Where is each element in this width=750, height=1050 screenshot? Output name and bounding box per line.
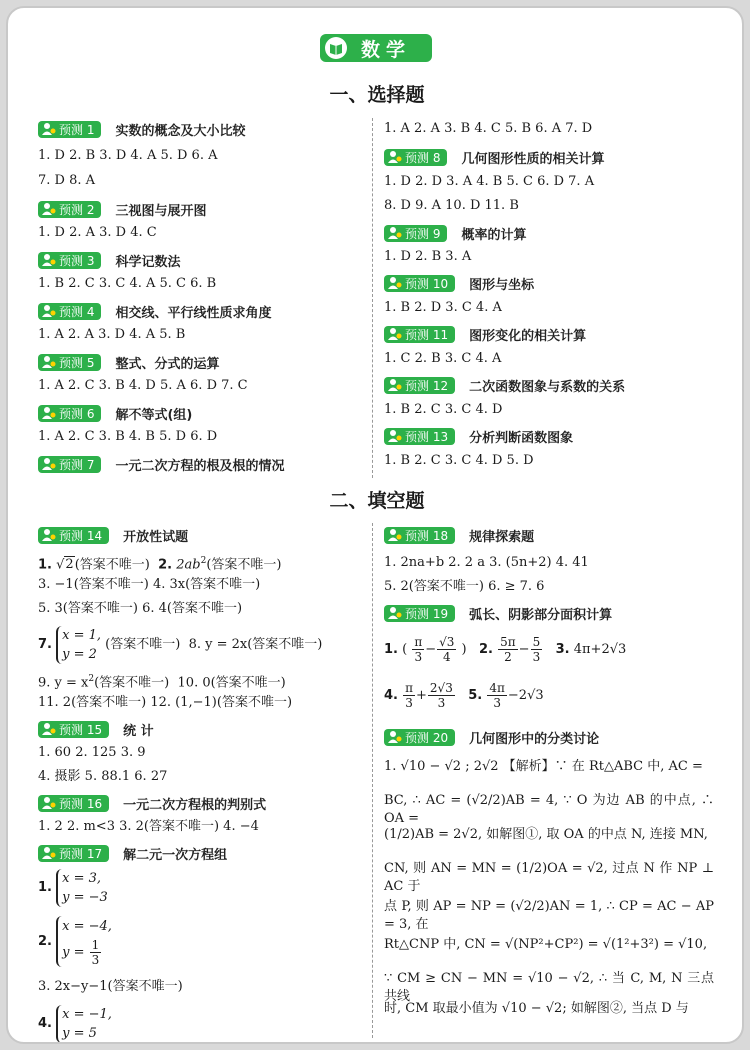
answer-line: 1. D 2. D 3. A 4. B 5. C 6. D 7. A [384,174,595,189]
answer-line: 11. 2(答案不唯一) 12. (1,−1)(答案不唯一) [38,695,293,710]
predict-topic: 开放性试题 [123,529,189,545]
predict-topic: 一元二次方程根的判别式 [123,797,267,813]
predict-badge: 预测 14 [38,527,109,544]
predict-badge: 预测 2 [38,201,101,218]
subject-banner [320,34,432,62]
equation-system: x = −1, y = 5 [56,1005,112,1043]
answer-line: 7. D 8. A [38,173,96,188]
predict-badge: 预测 11 [384,326,455,343]
predict-header [384,604,612,622]
predict-header [38,794,266,812]
answer-line: 1. A 2. C 3. B 4. B 5. D 6. D [38,429,218,444]
predict-topic: 几何图形中的分类讨论 [469,731,600,747]
equation-system: x = 1, y = 2 [56,626,101,664]
predict-topic: 二次函数图象与系数的关系 [469,379,626,395]
solution-line: 时, CM 取最小值为 √10 − √2; 如解图②, 当点 D 与 [384,1001,689,1016]
predict-header [384,728,599,746]
person-icon [42,304,56,318]
answer-line: 1. B 2. C 3. C 4. D 5. D [384,453,534,468]
predict-topic: 图形与坐标 [469,277,535,293]
predict-badge: 预测 18 [384,527,455,544]
predict-header [38,404,192,422]
predict-badge: 预测 12 [384,377,455,394]
answer-line: 1. ( $\frac{\pi}{3}$ − $\frac{√3}{4}$ ) 2. $\frac{5\pi}{2}$ − $\frac{5}{3}$ 3. 4π+2√3 [384,635,627,664]
predict-topic: 实数的概念及大小比较 [115,123,246,139]
answer-line: 5. 3(答案不唯一) 6. 4(答案不唯一) [38,601,243,616]
predict-header [384,224,526,242]
predict-topic: 分析判断函数图象 [469,430,574,446]
predict-topic: 整式、分式的运算 [115,356,220,372]
column-divider [372,118,373,478]
answer-line: 4. 摄影 5. 88.1 6. 27 [38,769,168,784]
person-icon [42,355,56,369]
predict-badge: 预测 13 [384,428,455,445]
answer-line: 4. x = −1, y = 5 [38,1006,112,1041]
answer-line: 3. −1(答案不唯一) 4. 3x(答案不唯一) [38,577,261,592]
predict-topic: 解二元一次方程组 [123,847,228,863]
predict-header [38,720,154,738]
person-icon [42,846,56,860]
answer-line: 1. 2na+b 2. 2 a 3. (5n+2) 4. 41 [384,555,589,570]
predict-badge: 预测 6 [38,405,101,422]
predict-header [384,325,586,343]
answer-line: 1. A 2. A 3. B 4. C 5. B 6. A 7. D [384,121,593,136]
predict-badge: 预测 8 [384,149,447,166]
predict-badge: 预测 3 [38,252,101,269]
person-icon [42,457,56,471]
solution-line: (1/2)AB = 2√2, 如解图①, 取 OA 的中点 N, 连接 MN, [384,827,708,842]
solution-line: Rt△CNP 中, CN = √(NP²+CP²) = √(1²+3²) = √10, [384,937,708,952]
predict-badge: 预测 5 [38,354,101,371]
person-icon [388,429,402,443]
person-icon [42,406,56,420]
section-title-choice: 一、选择题 [329,84,425,106]
answer-line: 2. x = −4, y = $\frac{1}{3}$ [38,916,112,967]
answer-line: 4. $\frac{\pi}{3}$ + $\frac{2√3}{3}$ 5. $\frac{4\pi}{3}$ −2√3 [384,681,544,710]
person-icon [388,327,402,341]
answer-line: 1. B 2. D 3. C 4. A [384,300,502,315]
person-icon [388,378,402,392]
answer-line: 9. $y = x^2$(答案不唯一) 10. 0(答案不唯一) [38,674,286,691]
predict-header [38,455,284,473]
person-icon [388,606,402,620]
person-icon [388,276,402,290]
equation-system: x = 3, y = −3 [56,869,108,907]
predict-badge: 预测 1 [38,121,101,138]
predict-header [38,526,188,544]
equation-system: x = −4, y = $\frac{1}{3}$ [56,916,112,967]
answer-line: 1. √2(答案不唯一) 2. $2ab^2$(答案不唯一) [38,556,282,573]
answer-line: 1. 2 2. m<3 3. 2(答案不唯一) 4. −4 [38,819,259,834]
predict-badge: 预测 16 [38,795,109,812]
predict-badge: 预测 19 [384,605,455,622]
predict-header [384,526,534,544]
person-icon [42,722,56,736]
predict-header [38,353,219,371]
person-icon [42,253,56,267]
predict-header [384,376,625,394]
answer-line: 1. A 2. C 3. B 4. D 5. A 6. D 7. C [38,378,248,393]
answer-line: 1. C 2. B 3. C 4. A [384,351,502,366]
predict-header [38,251,180,269]
predict-topic: 三视图与展开图 [115,203,207,219]
person-icon [42,528,56,542]
predict-badge: 预测 20 [384,729,455,746]
answer-line: 1. x = 3, y = −3 [38,870,108,905]
predict-badge: 预测 15 [38,721,109,738]
answer-line: 1. A 2. A 3. D 4. A 5. B [38,327,186,342]
answer-line: 3. 2x−y−1(答案不唯一) [38,979,183,994]
predict-badge: 预测 17 [38,845,109,862]
predict-header [38,844,227,862]
predict-header [38,120,245,138]
predict-topic: 图形变化的相关计算 [469,328,587,344]
predict-header [38,302,271,320]
predict-topic: 一元二次方程的根及根的情况 [115,458,285,474]
answer-line: 1. 60 2. 125 3. 9 [38,745,146,760]
answer-line: 7. x = 1, y = 2 (答案不唯一) 8. y = 2x(答案不唯一) [38,627,323,662]
predict-badge: 预测 10 [384,275,455,292]
person-icon [42,202,56,216]
book-icon [325,37,347,59]
answer-line: 1. D 2. B 3. A [384,249,472,264]
person-icon [42,796,56,810]
section-title-fill: 二、填空题 [329,490,425,512]
predict-topic: 相交线、平行线性质求角度 [115,305,272,321]
solution-line: 1. √10 − √2 ; 2√2 【解析】∵ 在 Rt△ABC 中, AC = [384,759,703,774]
predict-header [384,274,534,292]
predict-topic: 几何图形性质的相关计算 [461,151,605,167]
answer-line: 1. B 2. C 3. C 4. A 5. C 6. B [38,276,217,291]
answer-line: 8. D 9. A 10. D 11. B [384,198,519,213]
predict-topic: 统 计 [123,723,154,739]
predict-topic: 科学记数法 [115,254,181,270]
subject-title: 数学 [361,38,412,61]
solution-line: CN, 则 AN = MN = (1/2)OA = √2, 过点 N 作 NP ⊥ AC 于 [384,861,714,894]
column-divider [372,523,373,1038]
answer-line: 1. D 2. A 3. D 4. C [38,225,157,240]
predict-badge: 预测 7 [38,456,101,473]
predict-topic: 弧长、阴影部分面积计算 [469,607,613,623]
person-icon [42,122,56,136]
predict-topic: 概率的计算 [461,227,527,243]
predict-header [384,148,604,166]
answer-line: 5. 2(答案不唯一) 6. ≥ 7. 6 [384,579,545,594]
solution-line: BC, ∴ AC = (√2/2)AB = 4, ∵ O 为边 AB 的中点, ∴ OA = [384,793,714,826]
predict-topic: 解不等式(组) [115,407,193,423]
predict-header [38,200,206,218]
predict-badge: 预测 4 [38,303,101,320]
predict-header [384,427,573,445]
predict-badge: 预测 9 [384,225,447,242]
person-icon [388,730,402,744]
solution-line: ∵ CM ≥ CN − MN = √10 − √2, ∴ 当 C, M, N 三点共线 [384,971,714,1004]
person-icon [388,226,402,240]
answer-sheet [6,6,744,1044]
solution-line: 点 P, 则 AP = NP = (√2/2)AN = 1, ∴ CP = AC − AP = 3, 在 [384,899,714,932]
answer-line: 1. D 2. B 3. D 4. A 5. D 6. A [38,148,218,163]
predict-topic: 规律探索题 [469,529,535,545]
answer-line: 1. B 2. C 3. C 4. D [384,402,503,417]
person-icon [388,150,402,164]
person-icon [388,528,402,542]
